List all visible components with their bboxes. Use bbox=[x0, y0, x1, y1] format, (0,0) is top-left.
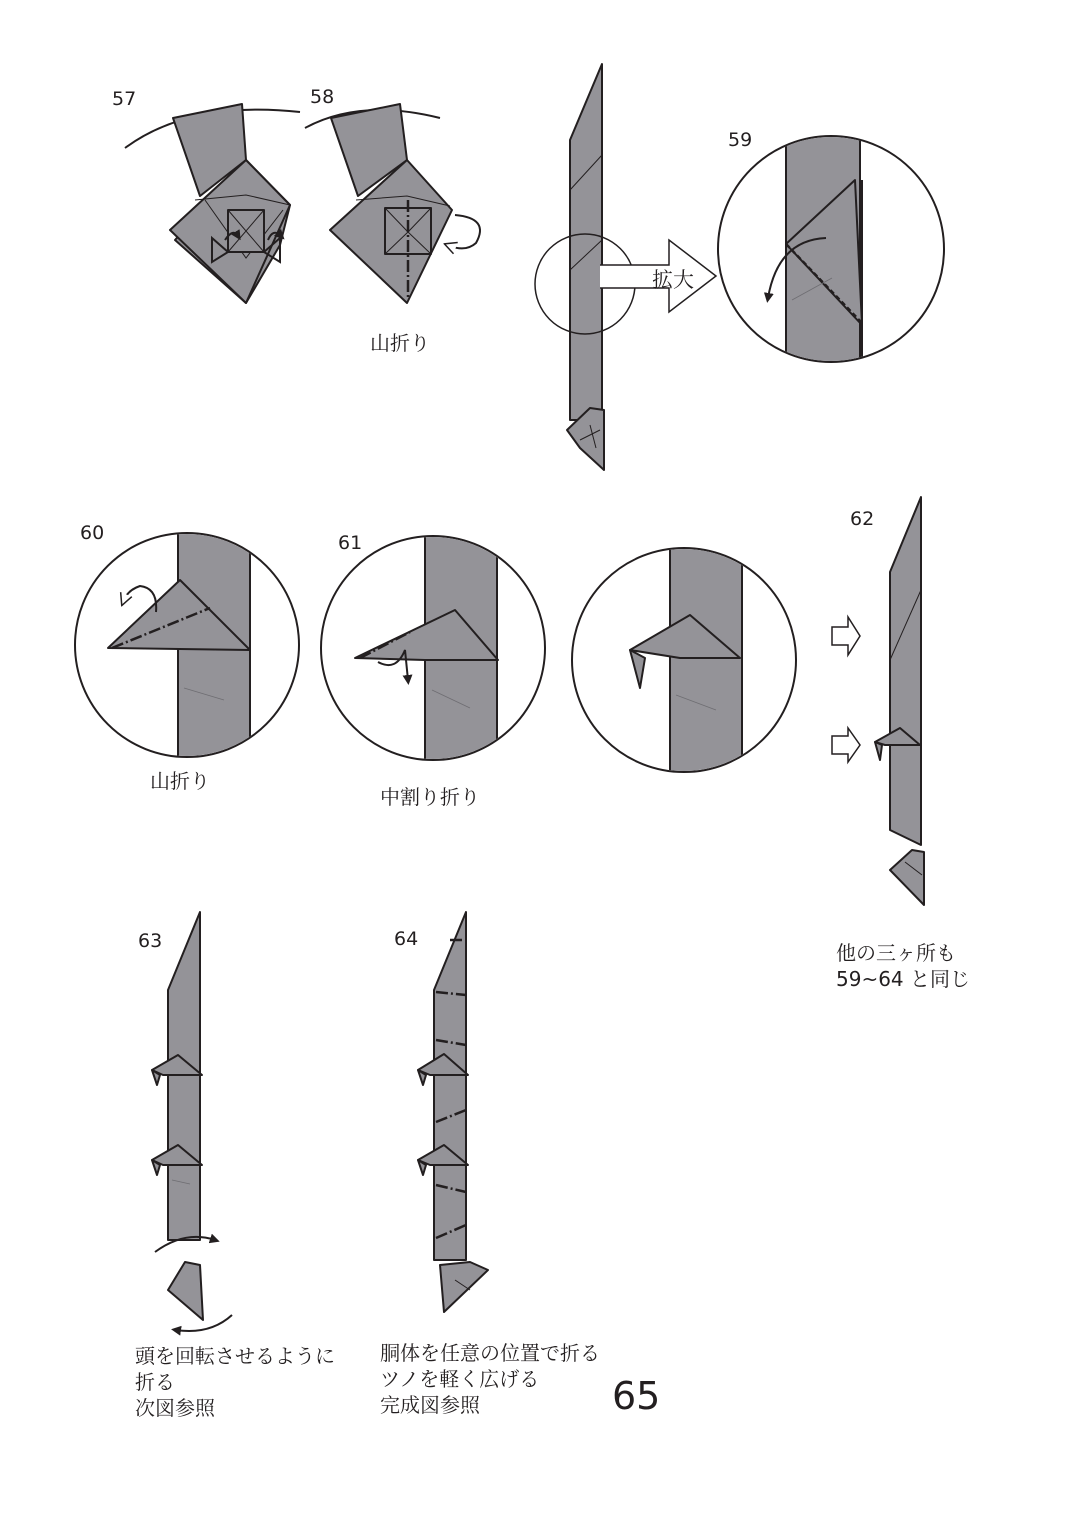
figure-step-61-result bbox=[572, 545, 796, 775]
caption-step-63-line1: 頭を回転させるように bbox=[135, 1344, 335, 1368]
step-number-60: 60 bbox=[80, 522, 105, 544]
caption-step-62-line2: 59~64 と同じ bbox=[836, 967, 971, 991]
figure-step-62 bbox=[832, 497, 924, 905]
figure-step-64 bbox=[418, 912, 488, 1312]
caption-step-64-line1: 胴体を任意の位置で折る bbox=[380, 1341, 600, 1365]
page-number: 65 bbox=[612, 1374, 661, 1418]
caption-step-64-line2: ツノを軽く広げる bbox=[380, 1367, 540, 1391]
figure-step-61 bbox=[321, 535, 545, 765]
step-number-57: 57 bbox=[112, 88, 137, 110]
caption-step-62-line1: 他の三ヶ所も bbox=[836, 941, 956, 965]
caption-step-63 bbox=[135, 1343, 335, 1421]
step-number-61: 61 bbox=[338, 532, 363, 554]
caption-step-62 bbox=[836, 940, 970, 992]
caption-step-64-line3: 完成図参照 bbox=[380, 1393, 480, 1417]
step-number-64: 64 bbox=[394, 928, 419, 950]
zoom-label: 拡大 bbox=[652, 268, 694, 292]
step-number-62: 62 bbox=[850, 508, 875, 530]
caption-step-64 bbox=[380, 1340, 600, 1418]
figure-step-63 bbox=[152, 912, 232, 1331]
caption-step-63-line3: 次図参照 bbox=[135, 1396, 215, 1420]
caption-step-58: 山折り bbox=[370, 331, 430, 355]
figure-step-58 bbox=[305, 104, 480, 303]
figure-step-60 bbox=[75, 530, 299, 760]
step-number-63: 63 bbox=[138, 930, 163, 952]
caption-step-63-line2: 折る bbox=[135, 1370, 175, 1394]
caption-step-61: 中割り折り bbox=[380, 785, 480, 809]
caption-step-60: 山折り bbox=[150, 769, 210, 793]
figure-step-57 bbox=[125, 104, 300, 303]
figure-step-59 bbox=[718, 135, 944, 375]
step-number-59: 59 bbox=[728, 129, 753, 151]
step-number-58: 58 bbox=[310, 86, 335, 108]
